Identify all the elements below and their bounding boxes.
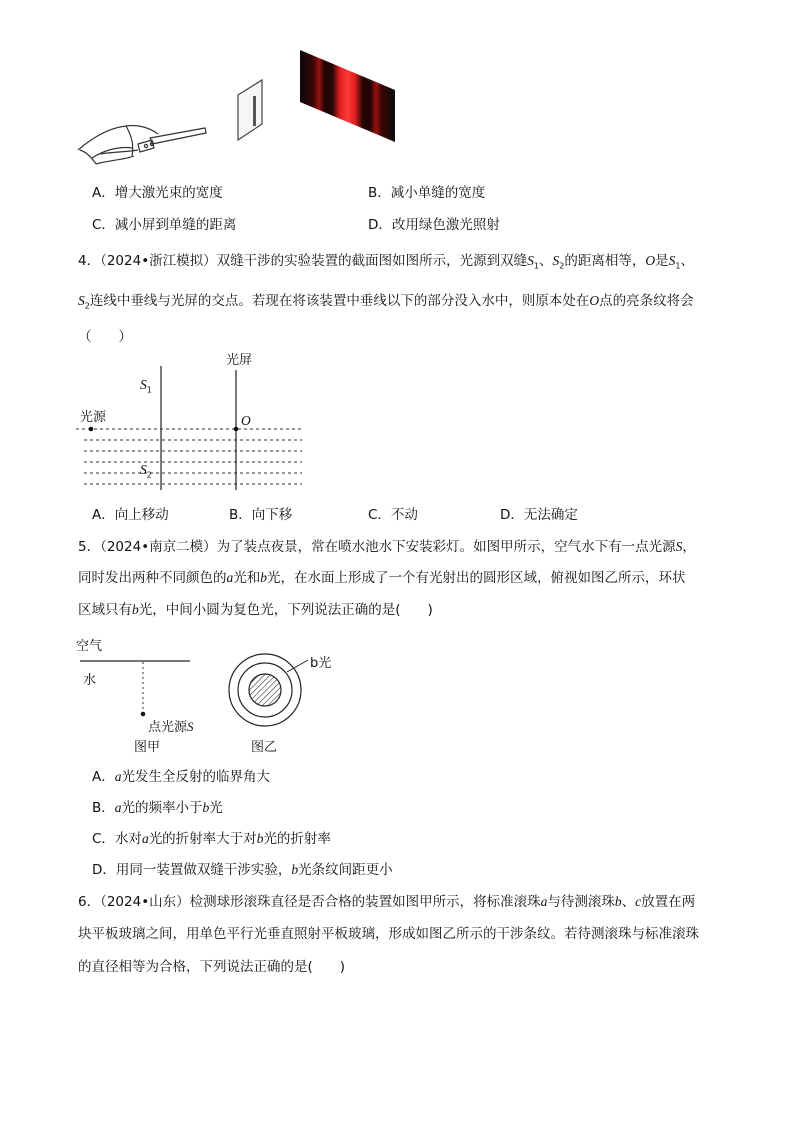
q3-option-d: D．改用绿色激光照射	[368, 217, 500, 233]
fig-a-caption: 图甲	[134, 740, 161, 755]
q6-stem-line3: 的直径相等为合格，下列说法正确的是( )	[78, 959, 346, 975]
q4-stem-line1: 4．（2024•浙江模拟）双缝干涉的实验装置的截面图如图所示，光源到双缝$S_1$、$S_2$的距离相等，O是$S_1$、	[78, 253, 694, 271]
q4-option-d: D．无法确定	[500, 507, 578, 523]
s2-label: $S_2$	[140, 462, 152, 480]
q3-option-a: A．增大激光束的宽度	[92, 185, 223, 201]
q4-option-b: B．向下移	[229, 507, 293, 523]
q5-option-a: A．a光发生全反射的临界角大	[92, 769, 270, 785]
q4-stem-line2: $S_2$连线中垂线与光屏的交点。若现在将该装置中垂线以下的部分没入水中，则原本处在O点的亮条纹将会	[78, 293, 694, 311]
b-light-label: b光	[310, 656, 332, 671]
q4-option-a: A．向上移动	[92, 507, 169, 523]
q3-option-b: B．减小单缝的宽度	[368, 185, 486, 201]
fig-b-caption: 图乙	[251, 740, 278, 755]
q5-stem-line1: 5．（2024•南京二模）为了装点夜景，常在喷水池水下安装彩灯。如图甲所示，空气水下有一点光源S，	[78, 539, 696, 555]
q6-stem-line1: 6．（2024•山东）检测球形滚珠直径是否合格的装置如图甲所示，将标准滚珠a与待测滚珠b、c放置在两	[78, 894, 696, 910]
q5-option-d: D．用同一装置做双缝干涉实验，b光条纹间距更小	[92, 862, 393, 878]
point-source-label: 点光源S	[148, 719, 194, 735]
q3-option-c: C．减小屏到单缝的距离	[92, 217, 237, 233]
screen-label: 光屏	[226, 353, 253, 368]
source-label: 光源	[80, 410, 107, 425]
point-source-dot	[141, 712, 146, 717]
q4-answer-paren: （ ）	[78, 329, 132, 345]
air-label: 空气	[76, 639, 103, 654]
q5-option-b: B．a光的频率小于b光	[92, 800, 223, 816]
q5-option-c: C．水对a光的折射率大于对b光的折射率	[92, 831, 331, 847]
b-light-pointer	[287, 660, 308, 672]
s1-label: $S_1$	[140, 377, 152, 395]
water-label: 水	[83, 673, 97, 688]
q6-stem-line2: 块平板玻璃之间，用单色平行光垂直照射平板玻璃，形成如图乙所示的干涉条纹。若待测滚珠与标准滚珠	[78, 926, 699, 942]
q5-stem-line2: 同时发出两种不同颜色的a光和b光，在水面上形成了一个有光射出的圆形区域，俯视如图乙所示，环状	[78, 570, 686, 586]
inner-hatched-circle	[249, 674, 281, 706]
o-label: O	[241, 413, 251, 428]
q4-option-c: C．不动	[368, 507, 418, 523]
q5-stem-line3: 区域只有b光，中间小圆为复色光，下列说法正确的是( )	[78, 602, 433, 618]
